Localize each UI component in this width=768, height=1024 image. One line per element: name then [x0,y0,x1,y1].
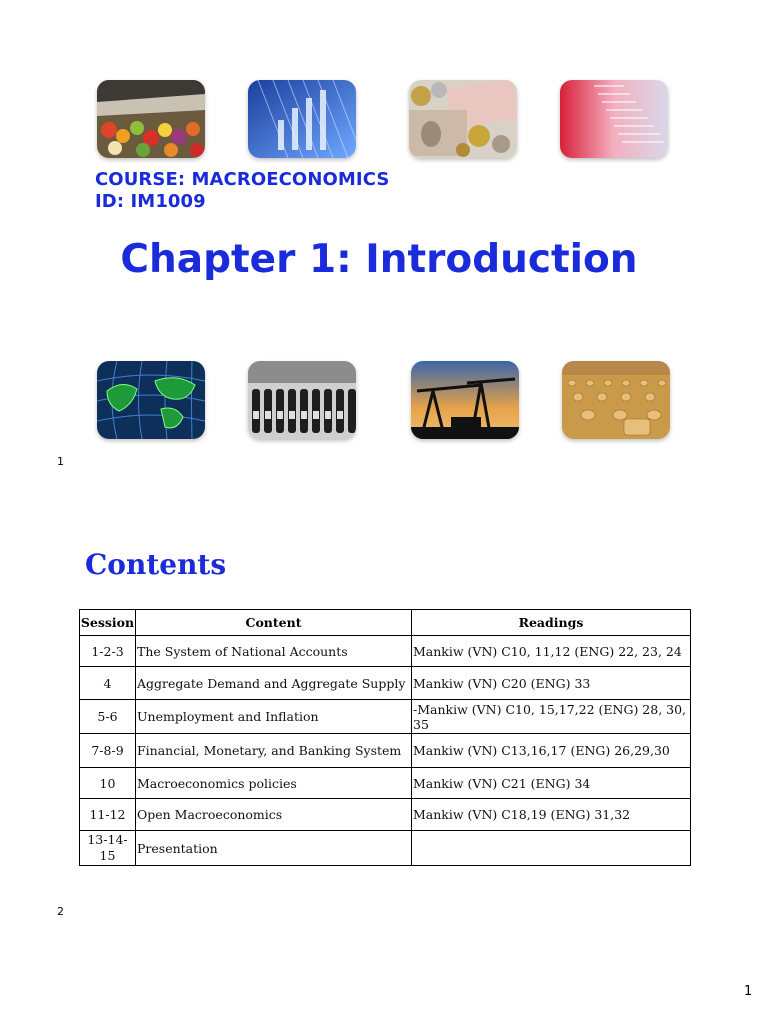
readings-cell [412,831,691,866]
readings-cell: Mankiw (VN) C20 (ENG) 33 [412,667,691,700]
session-cell: 10 [80,768,136,799]
table-row [80,768,691,799]
session-cell: 5-6 [80,700,136,734]
market-produce-photo [97,80,205,158]
table-header-row [80,610,691,636]
course-id: ID: IM1009 [95,191,206,212]
course-name: COURSE: MACROECONOMICS [95,169,390,190]
red-stock-ticker-photo [560,80,668,158]
column-header-readings: Readings [412,610,691,636]
session-cell: 7-8-9 [80,734,136,768]
content-cell: Unemployment and Inflation [136,700,412,734]
contents-table [79,609,691,866]
table-row [80,831,691,866]
session-cell: 13-14-15 [80,831,136,866]
readings-cell: Mankiw (VN) C21 (ENG) 34 [412,768,691,799]
table-row [80,799,691,831]
blue-stock-chart-photo [248,80,356,158]
readings-cell: Mankiw (VN) C10, 11,12 (ENG) 22, 23, 24 [412,636,691,667]
table-row [80,734,691,768]
contents-heading: Contents [85,548,227,581]
slide-number-2: 2 [57,905,64,918]
currency-notes-coins-photo [409,80,517,158]
table-row [80,700,691,734]
content-cell: Presentation [136,831,412,866]
hay-bales-field-photo [562,361,670,439]
content-cell: Macroeconomics policies [136,768,412,799]
readings-cell: -Mankiw (VN) C10, 15,17,22 (ENG) 28, 30, 35 [412,700,691,734]
column-header-content: Content [136,610,412,636]
content-cell: Aggregate Demand and Aggregate Supply [136,667,412,700]
content-cell: Open Macroeconomics [136,799,412,831]
readings-cell: Mankiw (VN) C18,19 (ENG) 31,32 [412,799,691,831]
globe-grid-photo [97,361,205,439]
bottles-production-line-photo [248,361,356,439]
session-cell: 11-12 [80,799,136,831]
chapter-title: Chapter 1: Introduction [120,237,638,282]
content-cell: Financial, Monetary, and Banking System [136,734,412,768]
table-row [80,667,691,700]
slide-number-1: 1 [57,455,64,468]
session-cell: 1-2-3 [80,636,136,667]
column-header-session: Session [80,610,136,636]
session-cell: 4 [80,667,136,700]
port-cranes-sunset-photo [411,361,519,439]
table-row [80,636,691,667]
readings-cell: Mankiw (VN) C13,16,17 (ENG) 26,29,30 [412,734,691,768]
page-number: 1 [744,984,753,999]
content-cell: The System of National Accounts [136,636,412,667]
